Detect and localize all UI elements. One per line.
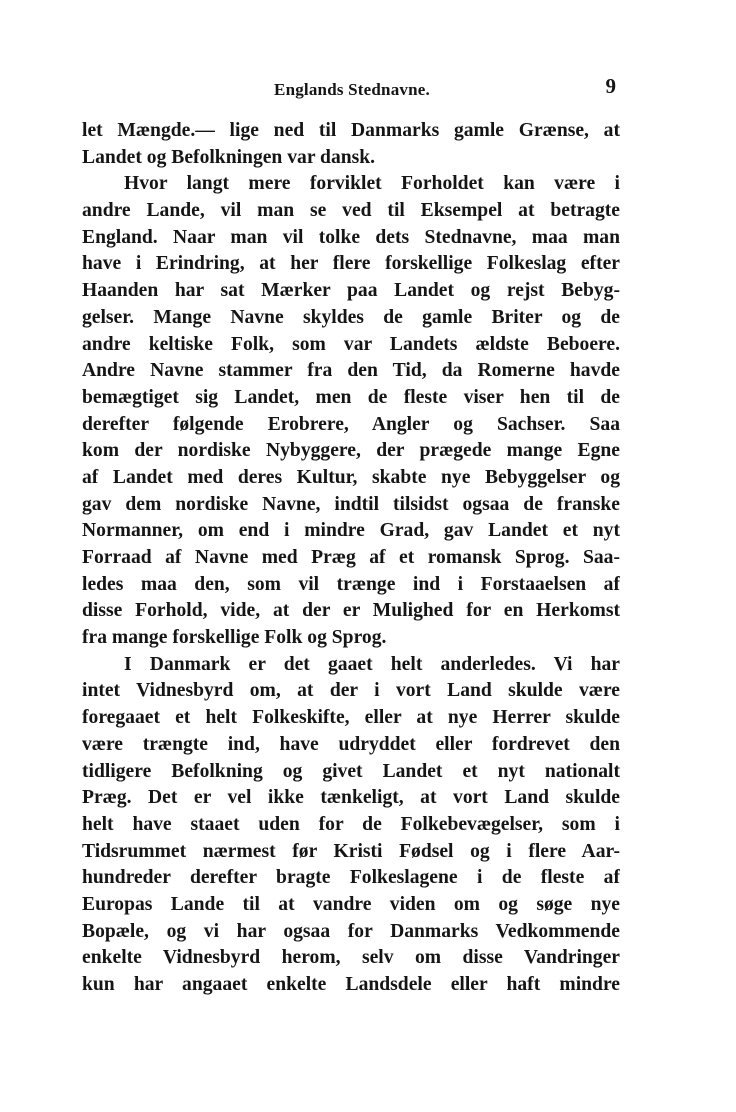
paragraph xyxy=(82,118,620,171)
text-line: Forraad af Navne med Præg af et romansk Sprog. Saa- xyxy=(82,547,620,568)
text-line: andre Lande, vil man se ved til Eksempel at betragte xyxy=(82,200,620,222)
text-line: helt have staaet uden for de Folkebevægelser, som i xyxy=(82,813,620,835)
text-line: let Mængde.— lige ned til Danmarks gamle Grænse, at xyxy=(82,120,620,141)
text-line: Præg. Det er vel ikke tænkeligt, at vort Land skulde xyxy=(82,787,620,809)
text-line: have i Erindring, at her flere forskellige Folkeslag efter xyxy=(82,253,620,275)
text-line: Normanner, om end i mindre Grad, gav Landet et nyt xyxy=(82,520,620,542)
text-line: intet Vidnesbyrd om, at der i vort Land skulde være xyxy=(82,680,620,702)
text-line: Andre Navne stammer fra den Tid, da Romerne havde xyxy=(82,360,620,382)
body-text xyxy=(82,118,620,999)
running-title: Englands Stednavne. xyxy=(274,80,430,99)
text-line: gav dem nordiske Navne, indtil tilsidst ogsaa de franske xyxy=(82,493,620,515)
text-line: disse Forhold, vide, at der er Mulighed for en Herkomst xyxy=(82,600,620,622)
text-line: af Landet med deres Kultur, skabte nye Bebyggelser og xyxy=(82,466,620,488)
text-line: kom der nordiske Nybyggere, der prægede mange Egne xyxy=(82,440,620,462)
paragraph xyxy=(82,652,620,999)
text-line: ledes maa den, som vil trænge ind i Forstaaelsen af xyxy=(82,573,620,595)
text-line: England. Naar man vil tolke dets Stednavne, maa man xyxy=(82,226,620,248)
text-line: være trængte ind, have udryddet eller fordrevet den xyxy=(82,733,620,755)
text-line: derefter følgende Erobrere, Angler og Sachser. Saa xyxy=(82,413,620,435)
text-line: foregaaet et helt Folkeskifte, eller at nye Herrer skulde xyxy=(82,707,620,729)
running-header xyxy=(82,74,622,106)
text-line: tidligere Befolkning og givet Landet et nyt nationalt xyxy=(82,760,620,782)
page-number: 9 xyxy=(605,74,616,98)
text-line: fra mange forskellige Folk og Sprog. xyxy=(82,627,387,649)
text-line: hundreder derefter bragte Folkeslagene i de fleste af xyxy=(82,867,620,889)
text-line: Europas Lande til at vandre viden om og søge nye xyxy=(82,893,620,915)
text-line: I Danmark er det gaaet helt anderledes. Vi har xyxy=(124,653,620,675)
text-line: Bopæle, og vi har ogsaa for Danmarks Vedkommende xyxy=(82,920,620,942)
text-line: andre keltiske Folk, som var Landets ældste Beboere. xyxy=(82,333,620,355)
text-line: Haanden har sat Mærker paa Landet og rejst Bebyg- xyxy=(82,280,620,302)
text-line: enkelte Vidnesbyrd herom, selv om disse Vandringer xyxy=(82,947,620,969)
text-line: kun har angaaet enkelte Landsdele eller haft mindre xyxy=(82,974,620,995)
text-line: Hvor langt mere forviklet Forholdet kan være i xyxy=(124,173,620,195)
text-line: bemægtiget sig Landet, men de fleste viser hen til de xyxy=(82,386,620,408)
text-line: Tidsrummet nærmest før Kristi Fødsel og i flere Aar- xyxy=(82,840,620,862)
paragraph xyxy=(82,171,620,651)
text-line: gelser. Mange Navne skyldes de gamle Briter og de xyxy=(82,306,620,328)
text-line: Landet og Befolkningen var dansk. xyxy=(82,146,376,168)
